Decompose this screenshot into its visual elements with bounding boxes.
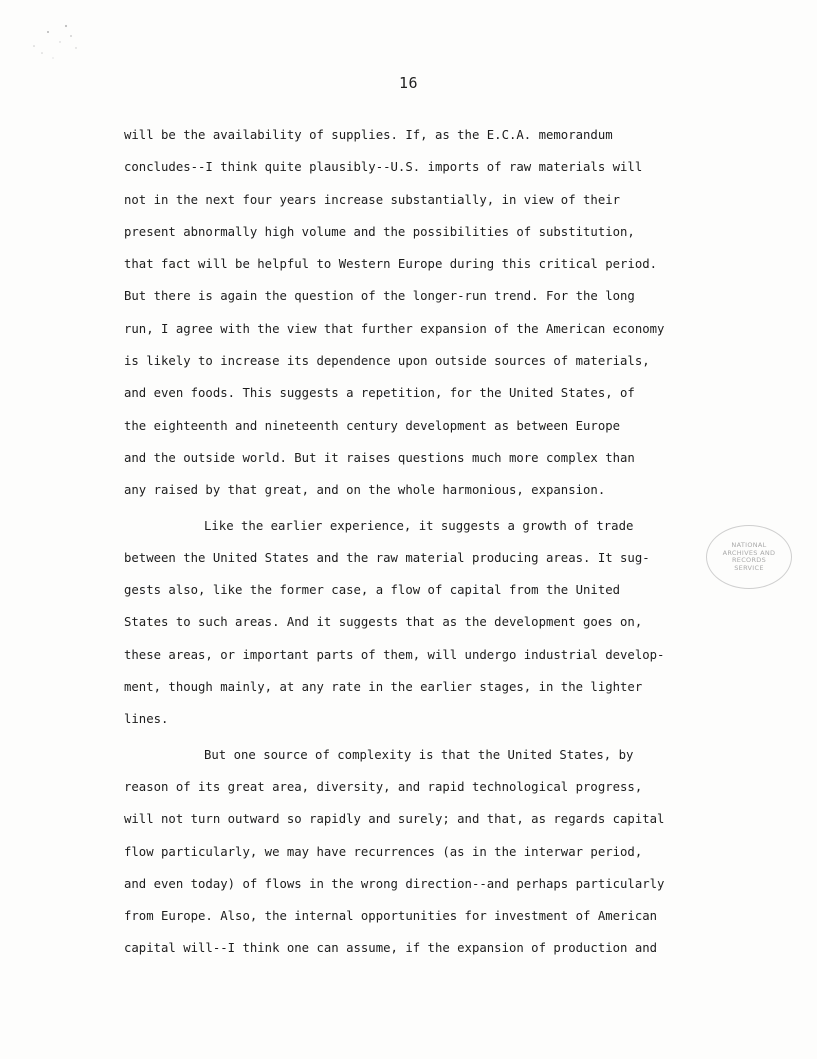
text-line: present abnormally high volume and the possibilities of substitution, (124, 224, 635, 239)
text-line: capital will--I think one can assume, if the expansion of production and (124, 941, 658, 956)
text-line: ment, though mainly, at any rate in the earlier stages, in the lighter (124, 680, 643, 695)
text-line: and even foods. This suggests a repetition, for the United States, of (124, 386, 635, 401)
text-line: will be the availability of supplies. If, as the E.C.A. memorandum (124, 128, 613, 142)
document-body (124, 119, 724, 965)
stamp-line: SERVICE (734, 563, 764, 572)
text-line: the eighteenth and nineteenth century development as between Europe (124, 418, 621, 433)
text-line: lines. (124, 712, 169, 727)
text-line: that fact will be helpful to Western Europe during this critical period. (124, 257, 658, 272)
scan-speckle-marks (20, 20, 90, 70)
text-line: these areas, or important parts of them, will undergo industrial develop- (124, 647, 665, 662)
text-line: and the outside world. But it raises questions much more complex than (124, 450, 635, 465)
text-line: flow particularly, we may have recurrences (as in the interwar period, (124, 844, 643, 859)
text-line: concludes--I think quite plausibly--U.S. imports of raw materials will (124, 160, 643, 175)
stamp-line: NATIONAL (731, 541, 767, 549)
text-line: run, I agree with the view that further expansion of the American economy (124, 321, 665, 336)
stamp-line: ARCHIVES AND (722, 548, 776, 557)
text-line: reason of its great area, diversity, and rapid technological progress, (124, 779, 643, 794)
text-line: and even today) of flows in the wrong direction--and perhaps particularly (124, 876, 665, 891)
text-line: But there is again the question of the longer-run trend. For the long (124, 289, 635, 304)
text-line: will not turn outward so rapidly and surely; and that, as regards capital (124, 812, 665, 827)
text-line: States to such areas. And it suggests that as the development goes on, (124, 615, 643, 630)
text-line: is likely to increase its dependence upon outside sources of materials, (124, 354, 650, 369)
text-line: from Europe. Also, the internal opportunities for investment of American (124, 909, 658, 924)
text-line: gests also, like the former case, a flow of capital from the United (124, 583, 621, 598)
paragraph-first-line: But one source of complexity is that the United States, by (204, 747, 634, 762)
paragraph-first-line: Like the earlier experience, it suggests a growth of trade (204, 518, 634, 533)
page-number: 16 (398, 74, 419, 92)
text-line: any raised by that great, and on the whole harmonious, expansion. (124, 483, 606, 498)
text-line: not in the next four years increase substantially, in view of their (124, 192, 621, 207)
stamp-line: RECORDS (731, 556, 767, 564)
archive-stamp (706, 525, 792, 589)
text-line: between the United States and the raw material producing areas. It sug- (124, 550, 650, 565)
